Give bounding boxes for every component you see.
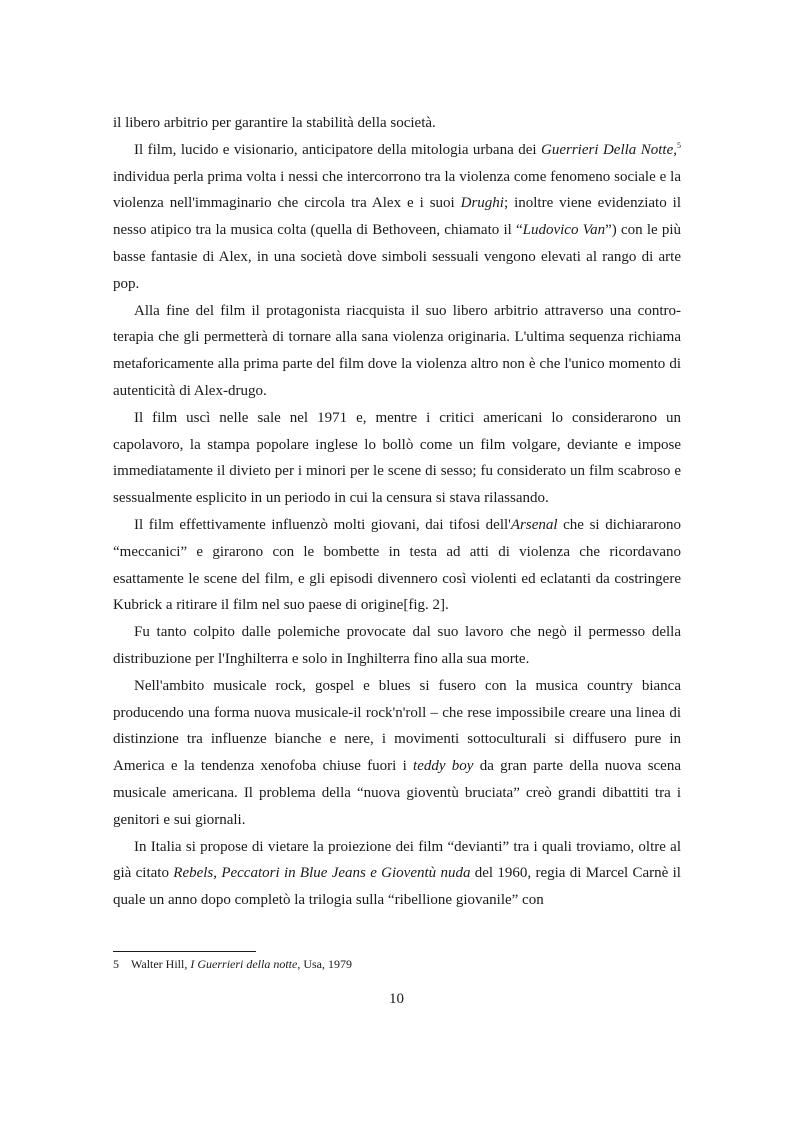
paragraph-2 [113,137,681,298]
paragraph-5-text-a: Il film effettivamente influenzò molti giovani, dai tifosi dell' [134,516,511,533]
paragraph-3 [113,298,681,405]
paragraph-6 [113,619,681,673]
paragraph-7-text-a: Nell'ambito musicale rock, gospel e blues si fusero con la musica country bianca producendo una forma nuova musicale-il rock'n'roll – che rese impossibile creare una linea di distinzione tra influenze bianche e nere, i movimenti sottoculturali si diffusero pure in America e la tendenza xenofoba chiuse fuori i [113,677,681,775]
paragraph-7-text-c: da gran parte della nuova scena musicale americana. Il problema della “nuova gioventù bruciata” creò grandi dibattiti tra i genitori e sui giornali. [113,758,682,828]
footnote-number: 5 [113,957,119,971]
film-title-guerrieri: Guerrieri Della Notte, [541,141,677,158]
paragraph-4 [113,405,681,512]
footnote-divider [113,951,256,952]
footnotes-section [113,951,681,972]
footnote-reference[interactable]: 5 [677,140,681,150]
term-teddy-boy: teddy boy [413,758,474,775]
page-number: 10 [389,991,404,1007]
paragraph-8-text-c: del 1960, regia di Marcel Carnè il quale un anno dopo completò la trilogia sulla “ribellione giovanile” con [113,865,681,909]
paragraph-8-text-a: In Italia si propose di vietare la proiezione dei film “devianti” tra i quali troviamo, oltre al già citato [113,838,681,882]
paragraph-7 [113,673,681,834]
paragraph-5 [113,512,681,619]
footnote-author: Walter Hill, [131,957,191,971]
term-drughi: Drughi [460,195,504,212]
paragraph-6-text: Fu tanto colpito dalle polemiche provocate dal suo lavoro che negò il permesso della distribuzione per l'Inghilterra e solo in Inghilterra fino alla sua morte. [113,624,681,667]
paragraph-1-text: il libero arbitrio per garantire la stabilità della società. [113,115,436,131]
term-arsenal: Arsenal [510,516,558,533]
term-ludovico-van: Ludovico Van [522,222,606,239]
paragraph-4-text: Il film uscì nelle sale nel 1971 e, mentre i critici americani lo considerarono un capolavoro, la stampa popolare inglese lo bollò come un film volgare, deviante e impose immediatamente il divieto per i minori per le scene di sesso; fu considerato un film scabroso e sessualmente esplicito in un periodo in cui la censura si stava rilassando. [113,409,681,507]
paragraph-1 [113,110,681,137]
page-body [113,110,681,914]
paragraph-2-text-e: ; inoltre viene evidenziato il nesso atipico tra la musica colta (quella di Bethoveen, chiamato il “ [113,195,681,239]
paragraph-2-text-a: Il film, lucido e visionario, anticipatore della mitologia urbana dei [134,141,541,158]
paragraph-3-text: Alla fine del film il protagonista riacquista il suo libero arbitrio attraverso una contro-terapia che gli permetterà di tornare alla sana violenza originaria. L'ultima sequenza richiama metaforicamente alla prima parte del film dove la violenza altro non è che l'unico momento di autenticità di Alex-drugo. [113,302,681,399]
paragraph-2-text-g: ”) con le più basse fantasie di Alex, in una società dove simboli sessuali vengono elevati al rango di arte pop. [113,222,681,292]
footnote-details: , Usa, 1979 [297,957,353,971]
film-titles-list: Rebels, Peccatori in Blue Jeans e Gioventù nuda [173,865,471,882]
footnote-5 [113,956,681,972]
paragraph-8 [113,834,681,914]
footnote-title: I Guerrieri della notte [190,957,298,971]
paragraph-5-text-c: che si dichiararono “meccanici” e girarono con le bombette in testa ad atti di violenza che ricordavano esattamente le scene del film, e gli episodi divennero così violenti ed eclatanti da costringere Kubrick a ritirare il film nel suo paese di origine[fig. 2]. [113,516,681,614]
paragraph-2-text-c: individua perla prima volta i nessi che intercorrono tra la violenza come fenomeno sociale e la violenza nell'immaginario che circola tra Alex e i suoi [113,168,681,212]
